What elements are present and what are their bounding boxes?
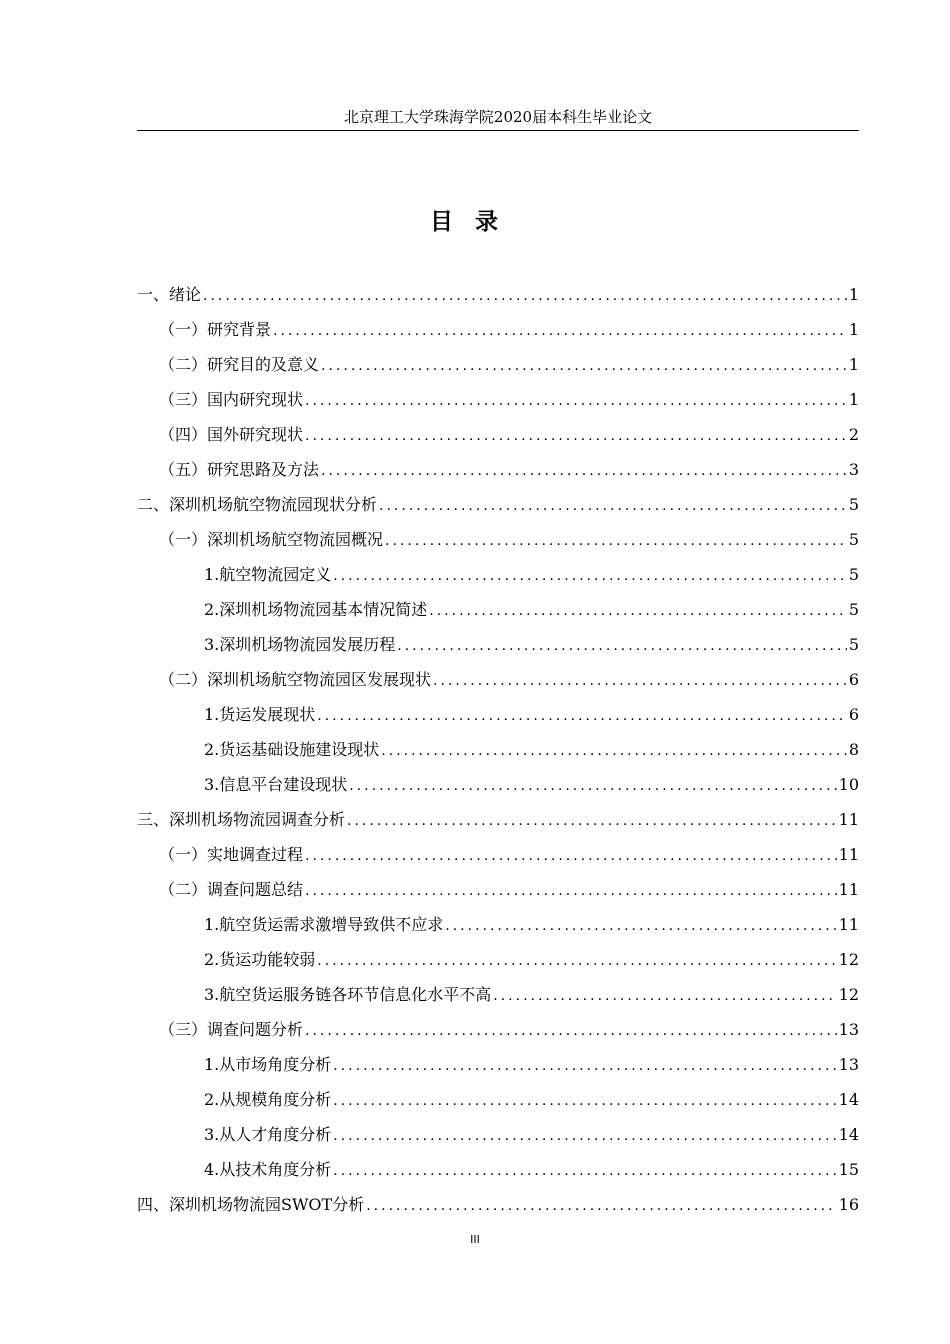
toc-entry-number: 2. [204,740,220,759]
toc-dot-leader [203,279,847,314]
toc-dot-leader [347,804,837,839]
toc-entry[interactable] [137,872,859,907]
toc-entry-number: 二、 [137,495,170,514]
toc-entry-page: 5 [848,635,859,654]
toc-entry-number: 一、 [137,285,170,304]
toc-entry-number: （三） [159,390,208,409]
toc-dot-leader [379,489,847,524]
toc-entry[interactable] [137,347,859,382]
toc-entry-number: 2. [204,1090,220,1109]
toc-entry-label: 调查问题总结 [207,880,304,899]
toc-entry-number: 2. [204,950,220,969]
toc-entry-number: （二） [159,880,208,899]
toc-entry[interactable] [137,697,859,732]
toc-dot-leader [305,384,847,419]
toc-entry-label: 信息平台建设现状 [219,775,348,794]
toc-entry-label: 航空货运服务链各环节信息化水平不高 [219,985,492,1004]
toc-entry-label: 国内研究现状 [207,390,304,409]
toc-entry-page: 1 [848,285,859,304]
toc-entry[interactable] [137,907,859,942]
toc-entry[interactable] [137,1117,859,1152]
toc-entry-number: 3. [204,1125,220,1144]
toc-entry-label: 深圳机场物流园调查分析 [169,810,346,829]
toc-entry-number: （五） [159,460,208,479]
toc-entry-page: 16 [838,1195,859,1214]
toc-entry-page: 5 [848,600,859,619]
toc-entry[interactable] [137,277,859,312]
toc-dot-leader [321,454,847,489]
toc-entry-number: 3. [204,635,220,654]
toc-entry-number: （二） [159,670,208,689]
table-of-contents [137,277,859,1222]
toc-dot-leader [445,909,836,944]
toc-entry[interactable] [137,662,859,697]
toc-dot-leader [333,1119,836,1154]
toc-entry-number: （一） [159,530,208,549]
toc-entry[interactable] [137,627,859,662]
toc-entry-number: 3. [204,985,220,1004]
toc-dot-leader [397,629,847,664]
toc-dot-leader [305,839,837,874]
toc-dot-leader [305,874,837,909]
toc-entry-label: 深圳机场物流园发展历程 [219,635,396,654]
toc-entry-number: 4. [204,1160,220,1179]
toc-dot-leader [317,699,847,734]
toc-dot-leader [333,1049,836,1084]
toc-dot-leader [273,314,847,349]
toc-entry-label: 研究目的及意义 [207,355,320,374]
toc-entry[interactable] [137,452,859,487]
toc-dot-leader [333,1084,836,1119]
toc-dot-leader [385,524,847,559]
toc-entry-label: 国外研究现状 [207,425,304,444]
toc-entry-page: 1 [848,355,859,374]
toc-entry-label: 深圳机场航空物流园区发展现状 [207,670,432,689]
toc-entry-page: 11 [838,880,859,899]
toc-entry-page: 12 [838,950,859,969]
toc-entry-label: 深圳机场物流园基本情况简述 [219,600,428,619]
toc-entry-label: 调查问题分析 [207,1020,304,1039]
page-title: 目录 [430,209,520,235]
toc-entry-page: 15 [838,1160,859,1179]
toc-entry[interactable] [137,1187,859,1222]
toc-entry-page: 5 [848,530,859,549]
toc-entry-label: 从人才角度分析 [219,1125,332,1144]
toc-entry[interactable] [137,837,859,872]
toc-entry-page: 11 [838,915,859,934]
toc-entry[interactable] [137,312,859,347]
page-number: III [470,1233,480,1246]
toc-entry-number: （一） [159,845,208,864]
toc-entry-page: 3 [848,460,859,479]
running-header: 北京理工大学珠海学院2020届本科生毕业论文 [343,108,653,126]
toc-entry-page: 10 [838,775,859,794]
toc-entry-number: 3. [204,775,220,794]
toc-entry-label: 绪论 [169,285,202,304]
toc-entry-number: （二） [159,355,208,374]
toc-entry-label: 货运功能较弱 [219,950,316,969]
toc-entry[interactable] [137,802,859,837]
toc-dot-leader [333,1154,836,1189]
toc-entry[interactable] [137,977,859,1012]
toc-entry-label: 实地调查过程 [207,845,304,864]
toc-entry[interactable] [137,767,859,802]
toc-entry[interactable] [137,557,859,592]
toc-dot-leader [493,979,836,1014]
toc-dot-leader [321,349,847,384]
toc-dot-leader [349,769,836,804]
toc-entry-page: 13 [838,1055,859,1074]
toc-dot-leader [305,419,847,454]
toc-entry-page: 14 [838,1090,859,1109]
header-rule [137,130,859,131]
toc-entry[interactable] [137,1012,859,1047]
toc-entry-label: 航空物流园定义 [219,565,332,584]
toc-entry[interactable] [137,1047,859,1082]
toc-entry-number: 1. [204,1055,220,1074]
toc-entry-page: 11 [838,810,859,829]
toc-entry[interactable] [137,732,859,767]
toc-entry[interactable] [137,1152,859,1187]
toc-entry-page: 11 [838,845,859,864]
toc-dot-leader [366,1189,836,1224]
toc-entry-label: 深圳机场物流园SWOT分析 [169,1195,365,1214]
toc-entry-page: 1 [848,320,859,339]
toc-entry-number: 1. [204,915,220,934]
toc-entry-page: 1 [848,390,859,409]
toc-entry-label: 航空货运需求激增导致供不应求 [219,915,444,934]
toc-dot-leader [317,944,836,979]
toc-entry-page: 5 [848,565,859,584]
toc-entry-label: 货运基础设施建设现状 [219,740,380,759]
toc-entry[interactable] [137,942,859,977]
toc-dot-leader [429,594,847,629]
toc-entry-label: 研究背景 [207,320,272,339]
toc-entry-number: （三） [159,1020,208,1039]
toc-dot-leader [333,559,847,594]
toc-entry-page: 8 [848,740,859,759]
toc-entry[interactable] [137,592,859,627]
toc-entry-label: 深圳机场航空物流园概况 [207,530,384,549]
toc-entry-number: 三、 [137,810,170,829]
toc-entry-label: 研究思路及方法 [207,460,320,479]
toc-entry-number: 1. [204,705,220,724]
toc-entry-page: 14 [838,1125,859,1144]
toc-entry-label: 从规模角度分析 [219,1090,332,1109]
toc-entry-page: 6 [848,670,859,689]
toc-dot-leader [381,734,847,769]
toc-entry-page: 12 [838,985,859,1004]
toc-entry-page: 13 [838,1020,859,1039]
toc-entry-number: 1. [204,565,220,584]
toc-entry[interactable] [137,487,859,522]
toc-entry[interactable] [137,382,859,417]
toc-entry-label: 从技术角度分析 [219,1160,332,1179]
toc-entry[interactable] [137,522,859,557]
toc-entry-page: 6 [848,705,859,724]
toc-entry-number: （一） [159,320,208,339]
toc-entry-number: （四） [159,425,208,444]
toc-dot-leader [433,664,847,699]
toc-entry-label: 货运发展现状 [219,705,316,724]
toc-entry-label: 从市场角度分析 [219,1055,332,1074]
toc-entry-page: 2 [848,425,859,444]
toc-entry[interactable] [137,417,859,452]
toc-entry-page: 5 [848,495,859,514]
toc-entry-number: 2. [204,600,220,619]
toc-entry[interactable] [137,1082,859,1117]
toc-entry-number: 四、 [137,1195,170,1214]
toc-dot-leader [305,1014,837,1049]
toc-entry-label: 深圳机场航空物流园现状分析 [169,495,378,514]
